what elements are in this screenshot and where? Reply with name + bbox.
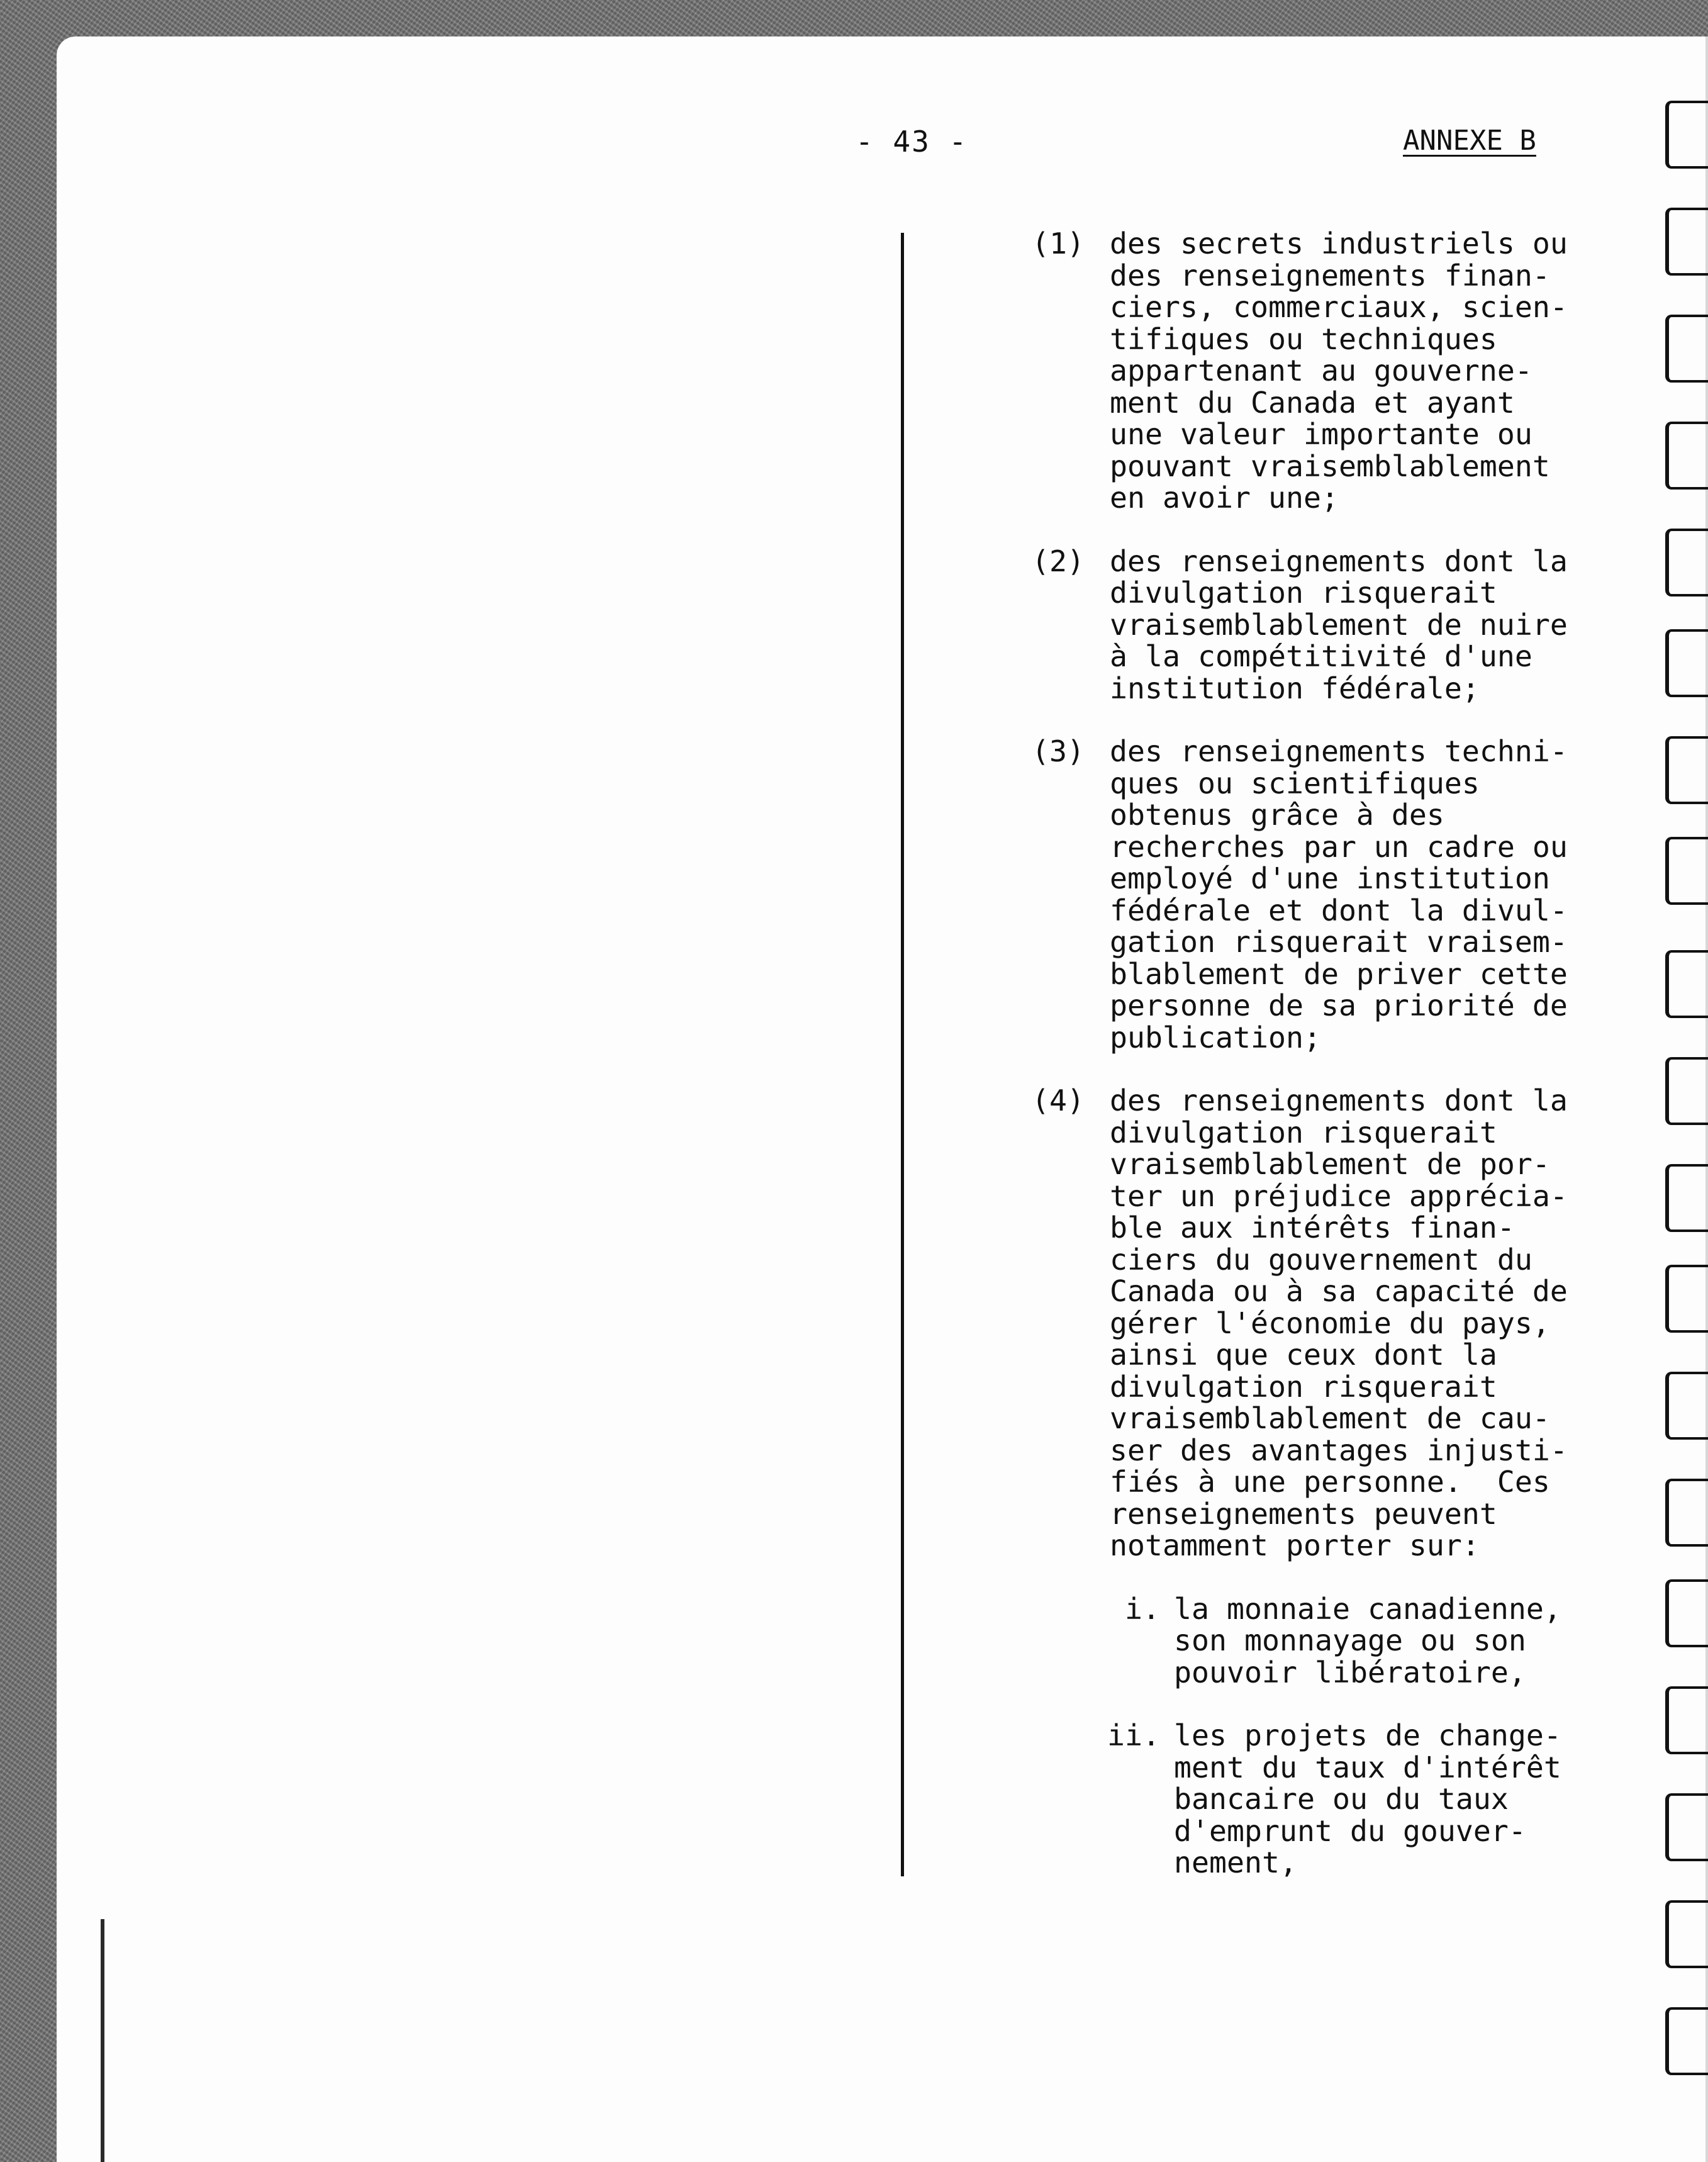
item-text	[1110, 228, 1661, 514]
text-line: notamment porter sur:	[1110, 1528, 1480, 1562]
text-line: pouvant vraisemblablement	[1110, 449, 1550, 483]
text-line: en avoir une;	[1110, 481, 1339, 515]
exemptions-list	[1032, 228, 1661, 1910]
list-item	[1032, 736, 1661, 1053]
text-line: fiés à une personne. Ces	[1110, 1465, 1550, 1499]
item-text	[1110, 736, 1661, 1053]
text-line: appartenant au gouverne-	[1110, 354, 1532, 388]
sub-item-number: ii.	[1107, 1718, 1160, 1752]
text-line: ainsi que ceux dont la	[1110, 1338, 1497, 1372]
item-number: (2)	[1032, 544, 1085, 578]
binder-ring	[1665, 422, 1708, 490]
text-line: obtenus grâce à des	[1110, 798, 1444, 832]
text-line: ble aux intérêts finan-	[1110, 1211, 1515, 1245]
list-item	[1032, 1085, 1661, 1562]
text-line: ser des avantages injusti-	[1110, 1433, 1568, 1467]
list-item	[1032, 546, 1661, 705]
sub-list-item	[1032, 1593, 1661, 1689]
text-line: renseignements peuvent	[1110, 1496, 1497, 1531]
text-line: les projets de change-	[1174, 1718, 1561, 1752]
text-line: la monnaie canadienne,	[1174, 1591, 1561, 1626]
text-line: ment du taux d'intérêt	[1174, 1750, 1561, 1784]
binder-ring	[1665, 1164, 1708, 1232]
text-line: à la compétitivité d'une	[1110, 639, 1532, 673]
text-line: des secrets industriels ou	[1110, 227, 1568, 260]
text-line: des renseignements finan-	[1110, 258, 1550, 293]
text-line: bancaire ou du taux	[1174, 1782, 1509, 1816]
sub-item-text	[1174, 1593, 1661, 1689]
text-line: d'emprunt du gouver-	[1174, 1813, 1526, 1848]
binder-ring	[1665, 1686, 1708, 1754]
text-line: ment du Canada et ayant	[1110, 385, 1515, 420]
binder-ring	[1665, 837, 1708, 905]
text-line: son monnayage ou son	[1174, 1623, 1526, 1657]
binder-ring	[1665, 529, 1708, 597]
text-line: recherches par un cadre ou	[1110, 829, 1568, 864]
text-line: vraisemblablement de cau-	[1110, 1401, 1550, 1435]
text-line: nement,	[1174, 1846, 1297, 1879]
column-divider	[901, 233, 904, 1876]
text-line: gation risquerait vraisem-	[1110, 925, 1568, 959]
text-line: vraisemblablement de por-	[1110, 1147, 1550, 1181]
text-line: gérer l'économie du pays,	[1110, 1306, 1550, 1340]
item-number: (4)	[1032, 1084, 1085, 1117]
list-item	[1032, 228, 1661, 514]
sub-item-number: i.	[1125, 1591, 1160, 1626]
page-edge-mark	[101, 1919, 104, 2162]
text-line: publication;	[1110, 1020, 1321, 1055]
text-line: fédérale et dont la divul-	[1110, 893, 1568, 927]
text-line: ter un préjudice apprécia-	[1110, 1179, 1568, 1213]
text-line: employé d'une institution	[1110, 861, 1550, 895]
text-line: ciers du gouvernement du	[1110, 1242, 1532, 1277]
item-number: (3)	[1032, 734, 1085, 768]
binder-ring	[1665, 1265, 1708, 1333]
binder-ring	[1665, 1900, 1708, 1968]
page-number: - 43 -	[856, 125, 968, 159]
text-line: des renseignements dont la	[1110, 1084, 1568, 1117]
text-line: pouvoir libératoire,	[1174, 1655, 1526, 1689]
sub-item-text	[1174, 1720, 1661, 1879]
binder-ring	[1665, 1793, 1708, 1861]
binder-ring	[1665, 1372, 1708, 1440]
annex-label: ANNEXE B	[1403, 125, 1536, 157]
text-line: Canada ou à sa capacité de	[1110, 1274, 1568, 1308]
text-line: des renseignements techni-	[1110, 734, 1568, 768]
text-line: blablement de priver cette	[1110, 956, 1568, 991]
text-line: divulgation risquerait	[1110, 1115, 1497, 1150]
binder-ring	[1665, 315, 1708, 383]
binder-ring	[1665, 1579, 1708, 1647]
text-line: vraisemblablement de nuire	[1110, 607, 1568, 642]
sub-list	[1032, 1593, 1661, 1879]
item-number: (1)	[1032, 227, 1085, 260]
binder-ring	[1665, 950, 1708, 1018]
binder-ring	[1665, 736, 1708, 804]
text-line: divulgation risquerait	[1110, 576, 1497, 610]
binder-ring	[1665, 1479, 1708, 1547]
item-text	[1110, 546, 1661, 705]
text-line: tifiques ou techniques	[1110, 322, 1497, 356]
text-line: ciers, commerciaux, scien-	[1110, 290, 1568, 324]
text-line: des renseignements dont la	[1110, 544, 1568, 578]
binder-ring	[1665, 101, 1708, 169]
text-line: divulgation risquerait	[1110, 1369, 1497, 1404]
binder-ring	[1665, 1057, 1708, 1125]
text-line: une valeur importante ou	[1110, 417, 1532, 451]
binder-ring	[1665, 208, 1708, 276]
text-line: personne de sa priorité de	[1110, 989, 1568, 1022]
sub-list-item	[1032, 1720, 1661, 1879]
text-line: institution fédérale;	[1110, 671, 1480, 705]
binder-ring	[1665, 2007, 1708, 2075]
binder-ring	[1665, 629, 1708, 697]
text-line: ques ou scientifiques	[1110, 766, 1480, 800]
item-text	[1110, 1085, 1661, 1562]
